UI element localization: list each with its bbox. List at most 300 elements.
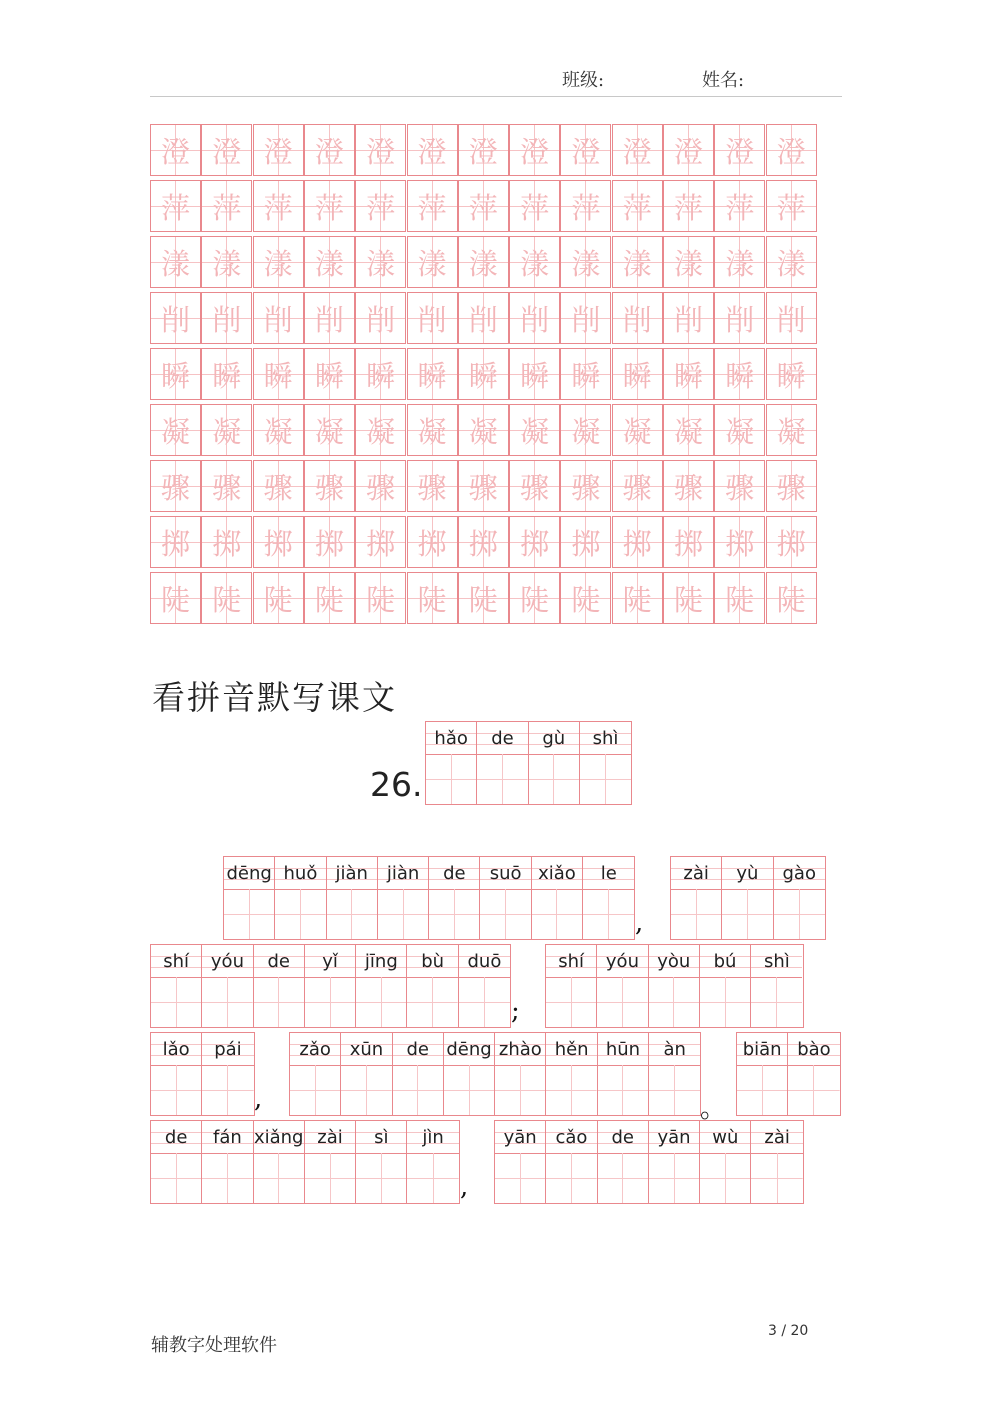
practice-cell: 漾 [253, 236, 304, 288]
practice-cell: 瞬 [714, 348, 765, 400]
hanzi-writing-area[interactable] [598, 1065, 648, 1115]
practice-cell: 漾 [612, 236, 663, 288]
writing-cell[interactable] [649, 1121, 700, 1203]
hanzi-writing-area[interactable] [151, 977, 201, 1027]
pinyin-label: jiàn [378, 857, 428, 890]
writing-cell[interactable] [722, 857, 773, 939]
practice-cell: 萍 [355, 180, 406, 232]
writing-cell[interactable] [546, 1121, 597, 1203]
writing-cell[interactable] [202, 1121, 253, 1203]
hanzi-writing-area[interactable] [649, 1153, 699, 1203]
hanzi-writing-area[interactable] [774, 889, 825, 939]
pinyin-label: hǎo [426, 722, 476, 755]
writing-cell[interactable] [649, 1033, 700, 1115]
pinyin-box-line3-a [150, 1032, 255, 1116]
footer-software-name: 辅教字处理软件 [151, 1335, 277, 1356]
practice-cell: 凝 [509, 404, 560, 456]
practice-cell: 瞬 [663, 348, 714, 400]
pinyin-label: de [254, 945, 304, 978]
pinyin-label: dēng [444, 1033, 494, 1066]
hanzi-writing-area[interactable] [480, 889, 530, 939]
practice-cell: 瞬 [304, 348, 355, 400]
writing-cell[interactable] [327, 857, 378, 939]
practice-cell: 陡 [304, 572, 355, 624]
pinyin-label: xiǎo [532, 857, 582, 890]
practice-cell: 削 [560, 292, 611, 344]
hanzi-writing-area[interactable] [305, 977, 355, 1027]
practice-cell: 削 [612, 292, 663, 344]
practice-cell: 萍 [663, 180, 714, 232]
practice-cell: 澄 [663, 124, 714, 176]
hanzi-writing-area[interactable] [583, 889, 634, 939]
practice-cell: 澄 [355, 124, 406, 176]
practice-cell: 陡 [560, 572, 611, 624]
practice-cell: 掷 [766, 516, 817, 568]
hanzi-writing-area[interactable] [378, 889, 428, 939]
pinyin-label: zǎo [290, 1033, 340, 1066]
practice-row [150, 516, 818, 568]
practice-cell: 瞬 [253, 348, 304, 400]
practice-cell: 掷 [355, 516, 406, 568]
writing-cell[interactable] [275, 857, 326, 939]
writing-cell[interactable] [254, 945, 305, 1027]
pinyin-box-line3-c [736, 1032, 841, 1116]
practice-cell: 澄 [304, 124, 355, 176]
pinyin-label: duō [459, 945, 510, 978]
practice-cell: 凝 [766, 404, 817, 456]
pinyin-label: yóu [597, 945, 647, 978]
pinyin-label: zài [305, 1121, 355, 1154]
practice-cell: 凝 [458, 404, 509, 456]
pinyin-label: xiǎng [254, 1121, 304, 1154]
hanzi-writing-area[interactable] [290, 1065, 340, 1115]
practice-cell: 掷 [407, 516, 458, 568]
practice-cell: 漾 [560, 236, 611, 288]
writing-cell[interactable] [751, 945, 802, 1027]
section-title: 看拼音默写课文 [152, 678, 397, 717]
practice-cell: 骤 [663, 460, 714, 512]
pinyin-box-line3-b [289, 1032, 701, 1116]
pinyin-label: bào [788, 1033, 839, 1066]
practice-cell: 凝 [560, 404, 611, 456]
practice-cell: 削 [458, 292, 509, 344]
hanzi-writing-area[interactable] [700, 977, 750, 1027]
pinyin-label: de [151, 1121, 201, 1154]
practice-cell: 瞬 [407, 348, 458, 400]
header-divider [150, 96, 842, 97]
practice-cell: 凝 [253, 404, 304, 456]
pinyin-label: sì [356, 1121, 406, 1154]
practice-cell: 瞬 [509, 348, 560, 400]
hanzi-writing-area[interactable] [224, 889, 274, 939]
hanzi-writing-area[interactable] [722, 889, 772, 939]
practice-cell: 萍 [560, 180, 611, 232]
practice-cell: 削 [714, 292, 765, 344]
writing-cell[interactable] [529, 722, 580, 804]
name-label: 姓名: [702, 70, 745, 91]
pinyin-label: shì [580, 722, 631, 755]
hanzi-writing-area[interactable] [275, 889, 325, 939]
hanzi-writing-area[interactable] [495, 1153, 545, 1203]
practice-cell: 掷 [612, 516, 663, 568]
practice-cell: 骤 [304, 460, 355, 512]
practice-cell: 掷 [663, 516, 714, 568]
practice-cell: 漾 [509, 236, 560, 288]
practice-cell: 陡 [714, 572, 765, 624]
writing-cell[interactable] [495, 1121, 546, 1203]
writing-cell[interactable] [378, 857, 429, 939]
hanzi-writing-area[interactable] [151, 1065, 201, 1115]
writing-cell[interactable] [224, 857, 275, 939]
writing-cell[interactable] [444, 1033, 495, 1115]
pinyin-label: jīng [356, 945, 406, 978]
hanzi-writing-area[interactable] [407, 1153, 458, 1203]
writing-cell[interactable] [480, 857, 531, 939]
pinyin-label: de [429, 857, 479, 890]
practice-cell: 削 [304, 292, 355, 344]
hanzi-writing-area[interactable] [788, 1065, 839, 1115]
writing-cell[interactable] [700, 1121, 751, 1203]
pinyin-label: shí [151, 945, 201, 978]
writing-cell[interactable] [700, 945, 751, 1027]
practice-cell: 萍 [304, 180, 355, 232]
writing-cell[interactable] [649, 945, 700, 1027]
writing-cell[interactable] [426, 722, 477, 804]
hanzi-writing-area[interactable] [477, 754, 527, 804]
practice-cell: 萍 [509, 180, 560, 232]
hanzi-writing-area[interactable] [649, 977, 699, 1027]
pinyin-label: yǐ [305, 945, 355, 978]
practice-cell: 陡 [355, 572, 406, 624]
pinyin-box-line4-b [494, 1120, 804, 1204]
practice-row [150, 404, 818, 456]
practice-cell: 削 [201, 292, 252, 344]
practice-cell: 掷 [714, 516, 765, 568]
practice-cell: 骤 [560, 460, 611, 512]
practice-cell: 骤 [150, 460, 201, 512]
practice-row [150, 572, 818, 624]
pinyin-label: zhào [495, 1033, 545, 1066]
punctuation-comma: , [635, 908, 644, 938]
practice-cell: 骤 [714, 460, 765, 512]
practice-row [150, 292, 818, 344]
practice-cell: 凝 [612, 404, 663, 456]
practice-cell: 陡 [766, 572, 817, 624]
practice-cell: 瞬 [201, 348, 252, 400]
practice-cell: 凝 [663, 404, 714, 456]
practice-row [150, 348, 818, 400]
pinyin-label: pái [202, 1033, 253, 1066]
practice-cell: 陡 [201, 572, 252, 624]
pinyin-label: lǎo [151, 1033, 201, 1066]
punctuation-comma: , [460, 1172, 469, 1202]
practice-cell: 陡 [509, 572, 560, 624]
hanzi-writing-area[interactable] [546, 1153, 596, 1203]
practice-cell: 凝 [714, 404, 765, 456]
practice-cell: 瞬 [458, 348, 509, 400]
practice-cell: 瞬 [355, 348, 406, 400]
practice-row [150, 180, 818, 232]
practice-cell: 削 [355, 292, 406, 344]
practice-cell: 澄 [253, 124, 304, 176]
writing-cell[interactable] [151, 1033, 202, 1115]
punctuation-semicolon: ; [511, 996, 520, 1026]
hanzi-writing-area[interactable] [202, 977, 252, 1027]
writing-cell[interactable] [290, 1033, 341, 1115]
practice-cell: 掷 [509, 516, 560, 568]
practice-cell: 澄 [560, 124, 611, 176]
practice-cell: 漾 [304, 236, 355, 288]
practice-cell: 骤 [201, 460, 252, 512]
pinyin-label: xūn [341, 1033, 391, 1066]
hanzi-writing-area[interactable] [426, 754, 476, 804]
pinyin-box-line2-b [545, 944, 804, 1028]
hanzi-writing-area[interactable] [495, 1065, 545, 1115]
practice-cell: 削 [150, 292, 201, 344]
writing-cell[interactable] [151, 945, 202, 1027]
writing-cell[interactable] [580, 722, 631, 804]
writing-cell[interactable] [546, 1033, 597, 1115]
pinyin-label: zài [751, 1121, 802, 1154]
pinyin-label: jiàn [327, 857, 377, 890]
practice-cell: 漾 [150, 236, 201, 288]
hanzi-writing-area[interactable] [202, 1153, 252, 1203]
hanzi-writing-area[interactable] [546, 977, 596, 1027]
hanzi-writing-area[interactable] [393, 1065, 443, 1115]
hanzi-writing-area[interactable] [407, 977, 457, 1027]
writing-cell[interactable] [407, 945, 458, 1027]
writing-cell[interactable] [788, 1033, 839, 1115]
writing-cell[interactable] [583, 857, 634, 939]
practice-cell: 凝 [201, 404, 252, 456]
practice-cell: 澄 [612, 124, 663, 176]
pinyin-label: bù [407, 945, 457, 978]
pinyin-label: dēng [224, 857, 274, 890]
hanzi-writing-area[interactable] [649, 1065, 700, 1115]
hanzi-writing-area[interactable] [459, 977, 510, 1027]
pinyin-label: de [477, 722, 527, 755]
practice-cell: 漾 [766, 236, 817, 288]
writing-cell[interactable] [597, 945, 648, 1027]
punctuation-comma: , [254, 1084, 263, 1114]
pinyin-box-line1-b [670, 856, 826, 940]
writing-cell[interactable] [532, 857, 583, 939]
pinyin-label: fán [202, 1121, 252, 1154]
hanzi-writing-area[interactable] [751, 1153, 802, 1203]
practice-cell: 萍 [458, 180, 509, 232]
practice-cell: 骤 [407, 460, 458, 512]
practice-cell: 陡 [253, 572, 304, 624]
practice-cell: 萍 [407, 180, 458, 232]
pinyin-box-line1-a [223, 856, 635, 940]
pinyin-label: yān [495, 1121, 545, 1154]
practice-cell: 漾 [355, 236, 406, 288]
pinyin-label: yòu [649, 945, 699, 978]
pinyin-label: huǒ [275, 857, 325, 890]
writing-cell[interactable] [546, 945, 597, 1027]
pinyin-label: le [583, 857, 634, 890]
pinyin-label: shí [546, 945, 596, 978]
pinyin-label: wù [700, 1121, 750, 1154]
practice-cell: 掷 [150, 516, 201, 568]
practice-cell: 削 [509, 292, 560, 344]
practice-cell: 澄 [766, 124, 817, 176]
practice-cell: 陡 [612, 572, 663, 624]
pinyin-label: hūn [598, 1033, 648, 1066]
practice-cell: 陡 [150, 572, 201, 624]
writing-cell[interactable] [356, 945, 407, 1027]
writing-cell[interactable] [774, 857, 825, 939]
hanzi-writing-area[interactable] [700, 1153, 750, 1203]
pinyin-label: de [598, 1121, 648, 1154]
practice-cell: 萍 [150, 180, 201, 232]
hanzi-writing-area[interactable] [529, 754, 579, 804]
practice-cell: 澄 [201, 124, 252, 176]
practice-cell: 瞬 [612, 348, 663, 400]
practice-cell: 瞬 [560, 348, 611, 400]
writing-cell[interactable] [393, 1033, 444, 1115]
practice-cell: 漾 [714, 236, 765, 288]
pinyin-label: biān [737, 1033, 787, 1066]
hanzi-writing-area[interactable] [737, 1065, 787, 1115]
practice-cell: 骤 [253, 460, 304, 512]
practice-cell: 漾 [407, 236, 458, 288]
hanzi-writing-area[interactable] [429, 889, 479, 939]
practice-cell: 凝 [355, 404, 406, 456]
writing-cell[interactable] [477, 722, 528, 804]
practice-cell: 削 [253, 292, 304, 344]
hanzi-writing-area[interactable] [598, 1153, 648, 1203]
writing-cell[interactable] [751, 1121, 802, 1203]
hanzi-writing-area[interactable] [151, 1153, 201, 1203]
page-number: 3 / 20 [768, 1323, 809, 1339]
writing-cell[interactable] [305, 1121, 356, 1203]
practice-cell: 骤 [509, 460, 560, 512]
writing-cell[interactable] [737, 1033, 788, 1115]
practice-cell: 掷 [253, 516, 304, 568]
practice-cell: 陡 [663, 572, 714, 624]
hanzi-writing-area[interactable] [254, 1153, 304, 1203]
hanzi-writing-area[interactable] [356, 1153, 406, 1203]
practice-cell: 削 [407, 292, 458, 344]
lesson-number: 26. [370, 765, 423, 804]
practice-cell: 萍 [253, 180, 304, 232]
pinyin-label: yóu [202, 945, 252, 978]
practice-cell: 澄 [458, 124, 509, 176]
practice-cell: 萍 [766, 180, 817, 232]
writing-cell[interactable] [429, 857, 480, 939]
practice-cell: 凝 [407, 404, 458, 456]
pinyin-box-line2-a [150, 944, 511, 1028]
practice-cell: 漾 [663, 236, 714, 288]
practice-cell: 凝 [304, 404, 355, 456]
writing-cell[interactable] [341, 1033, 392, 1115]
practice-cell: 掷 [201, 516, 252, 568]
practice-cell: 萍 [612, 180, 663, 232]
hanzi-writing-area[interactable] [254, 977, 304, 1027]
practice-cell: 骤 [766, 460, 817, 512]
practice-cell: 削 [663, 292, 714, 344]
practice-cell: 漾 [201, 236, 252, 288]
writing-cell[interactable] [151, 1121, 202, 1203]
practice-row [150, 124, 818, 176]
writing-cell[interactable] [495, 1033, 546, 1115]
pinyin-label: gào [774, 857, 825, 890]
practice-cell: 澄 [150, 124, 201, 176]
pinyin-label: zài [671, 857, 721, 890]
writing-cell[interactable] [598, 1121, 649, 1203]
practice-cell: 掷 [560, 516, 611, 568]
practice-cell: 掷 [304, 516, 355, 568]
practice-cell: 骤 [355, 460, 406, 512]
hanzi-writing-area[interactable] [356, 977, 406, 1027]
practice-cell: 瞬 [766, 348, 817, 400]
pinyin-label: hěn [546, 1033, 596, 1066]
writing-cell[interactable] [305, 945, 356, 1027]
hanzi-writing-area[interactable] [671, 889, 721, 939]
pinyin-label: de [393, 1033, 443, 1066]
practice-cell: 削 [766, 292, 817, 344]
practice-row [150, 236, 818, 288]
practice-cell: 陡 [407, 572, 458, 624]
pinyin-label: yù [722, 857, 772, 890]
writing-cell[interactable] [202, 945, 253, 1027]
pinyin-label: gù [529, 722, 579, 755]
hanzi-writing-area[interactable] [546, 1065, 596, 1115]
practice-cell: 骤 [612, 460, 663, 512]
writing-cell[interactable] [254, 1121, 305, 1203]
practice-cell: 萍 [714, 180, 765, 232]
pinyin-label: cǎo [546, 1121, 596, 1154]
lesson-title-pinyin-box [425, 721, 632, 805]
hanzi-writing-area[interactable] [751, 977, 802, 1027]
writing-cell[interactable] [356, 1121, 407, 1203]
hanzi-writing-area[interactable] [580, 754, 631, 804]
writing-cell[interactable] [407, 1121, 458, 1203]
hanzi-writing-area[interactable] [532, 889, 582, 939]
practice-cell: 陡 [458, 572, 509, 624]
practice-cell: 澄 [509, 124, 560, 176]
class-label: 班级: [562, 70, 605, 91]
pinyin-label: àn [649, 1033, 700, 1066]
pinyin-label: jìn [407, 1121, 458, 1154]
pinyin-label: yān [649, 1121, 699, 1154]
writing-cell[interactable] [459, 945, 510, 1027]
practice-cell: 漾 [458, 236, 509, 288]
practice-cell: 澄 [407, 124, 458, 176]
hanzi-writing-area[interactable] [202, 1065, 253, 1115]
practice-cell: 掷 [458, 516, 509, 568]
pinyin-label: bú [700, 945, 750, 978]
practice-cell: 凝 [150, 404, 201, 456]
hanzi-writing-area[interactable] [327, 889, 377, 939]
writing-cell[interactable] [598, 1033, 649, 1115]
hanzi-writing-area[interactable] [305, 1153, 355, 1203]
hanzi-writing-area[interactable] [444, 1065, 494, 1115]
hanzi-writing-area[interactable] [341, 1065, 391, 1115]
practice-cell: 澄 [714, 124, 765, 176]
practice-cell: 骤 [458, 460, 509, 512]
writing-cell[interactable] [202, 1033, 253, 1115]
hanzi-writing-area[interactable] [597, 977, 647, 1027]
pinyin-box-line4-a [150, 1120, 460, 1204]
practice-row [150, 460, 818, 512]
pinyin-label: shì [751, 945, 802, 978]
pinyin-label: suō [480, 857, 530, 890]
punctuation-period: 。 [700, 1094, 727, 1124]
writing-cell[interactable] [671, 857, 722, 939]
practice-cell: 萍 [201, 180, 252, 232]
